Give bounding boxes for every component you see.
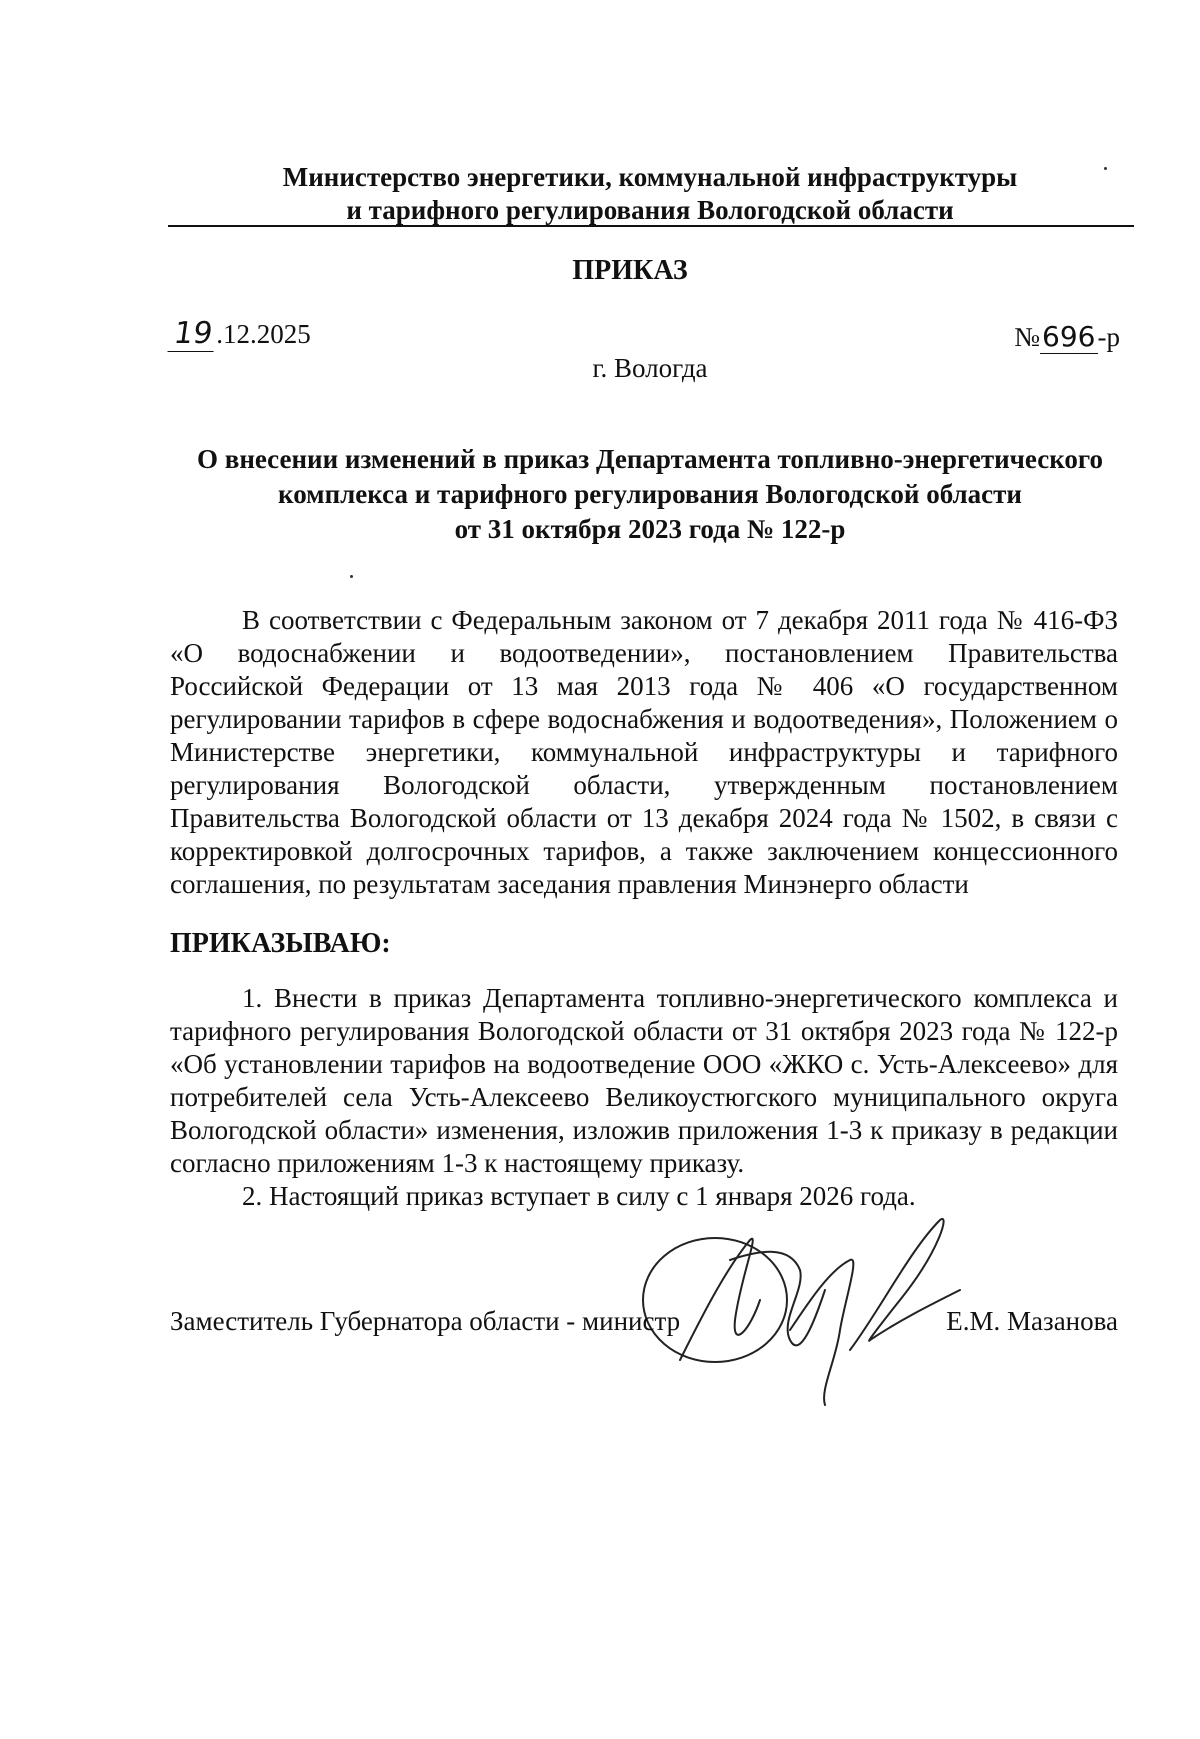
handwritten-signature (640, 1210, 970, 1410)
number-sign: № (1014, 322, 1041, 352)
preamble-paragraph: В соответствии с Федеральным законом от 7 декабря 2011 года № 416-ФЗ «О водоснабжении и водоотведении», постановлением Правительства Российской Федерации от 13 мая 2013 года № 406 «О государственном регулировании тарифов в сфере водоснабжения и водоотведения», Положением о Министерстве энергетики, коммунальной инфраструктуры и тарифного регулирования Вологодской области, утвержденным постановлением Правительства Вологодской области от 13 декабря 2024 года № 1502, в связи с корректировкой долгосрочных тарифов, а также заключением концессионного соглашения, по результатам заседания правления Минэнерго области (170, 605, 1118, 899)
order-item-2: 2. Настоящий приказ вступает в силу с 1 января 2026 года. (242, 1181, 916, 1211)
signatory-position: Заместитель Губернатора области - министр (170, 1306, 681, 1336)
signature-stroke-4 (850, 1219, 944, 1350)
ministry-name-line1: Министерство энергетики, коммунальной инфраструктуры (282, 162, 1018, 192)
title-line-2: комплекса и тарифного регулирования Вологодской области (278, 479, 1022, 509)
document-type: ПРИКАЗ (572, 255, 688, 286)
header-divider (168, 225, 1134, 227)
order-item-1: 1. Внести в приказ Департамента топливно-энергетического комплекса и тарифного регулирования Вологодской области от 31 октября 2023 года № 122-р «Об установлении тарифов на водоотведение ООО «ЖКО с. Усть-Алексеево» для потребителей села Усть-Алексеево Великоустюгского муниципального округа Вологодской области» изменения, изложив приложения 1-3 к приказу в редакции согласно приложениям 1-3 к настоящему приказу. (170, 983, 1118, 1178)
scan-speck (350, 575, 353, 578)
document-date (170, 316, 311, 352)
signature-loop (643, 1238, 787, 1362)
order-heading: ПРИКАЗЫВАЮ: (170, 928, 391, 959)
number-suffix: -р (1097, 322, 1120, 352)
handwritten-day: 19 (167, 316, 218, 352)
signature-stroke-1 (680, 1239, 760, 1360)
scan-speck (1104, 167, 1107, 170)
date-month-year: .12.2025 (216, 319, 311, 349)
signatory-name: Е.М. Мазанова (946, 1306, 1118, 1336)
document-number (1014, 320, 1120, 354)
handwritten-number: 696 (1042, 320, 1096, 353)
document-title (170, 442, 1130, 547)
title-line-3: от 31 октября 2023 года № 122-р (454, 514, 846, 544)
ministry-name-line2: и тарифного регулирования Вологодской области (346, 195, 954, 225)
title-line-1: О внесении изменений в приказ Департамента топливно-энергетического (196, 444, 1103, 474)
document-city: г. Вологда (592, 353, 708, 383)
